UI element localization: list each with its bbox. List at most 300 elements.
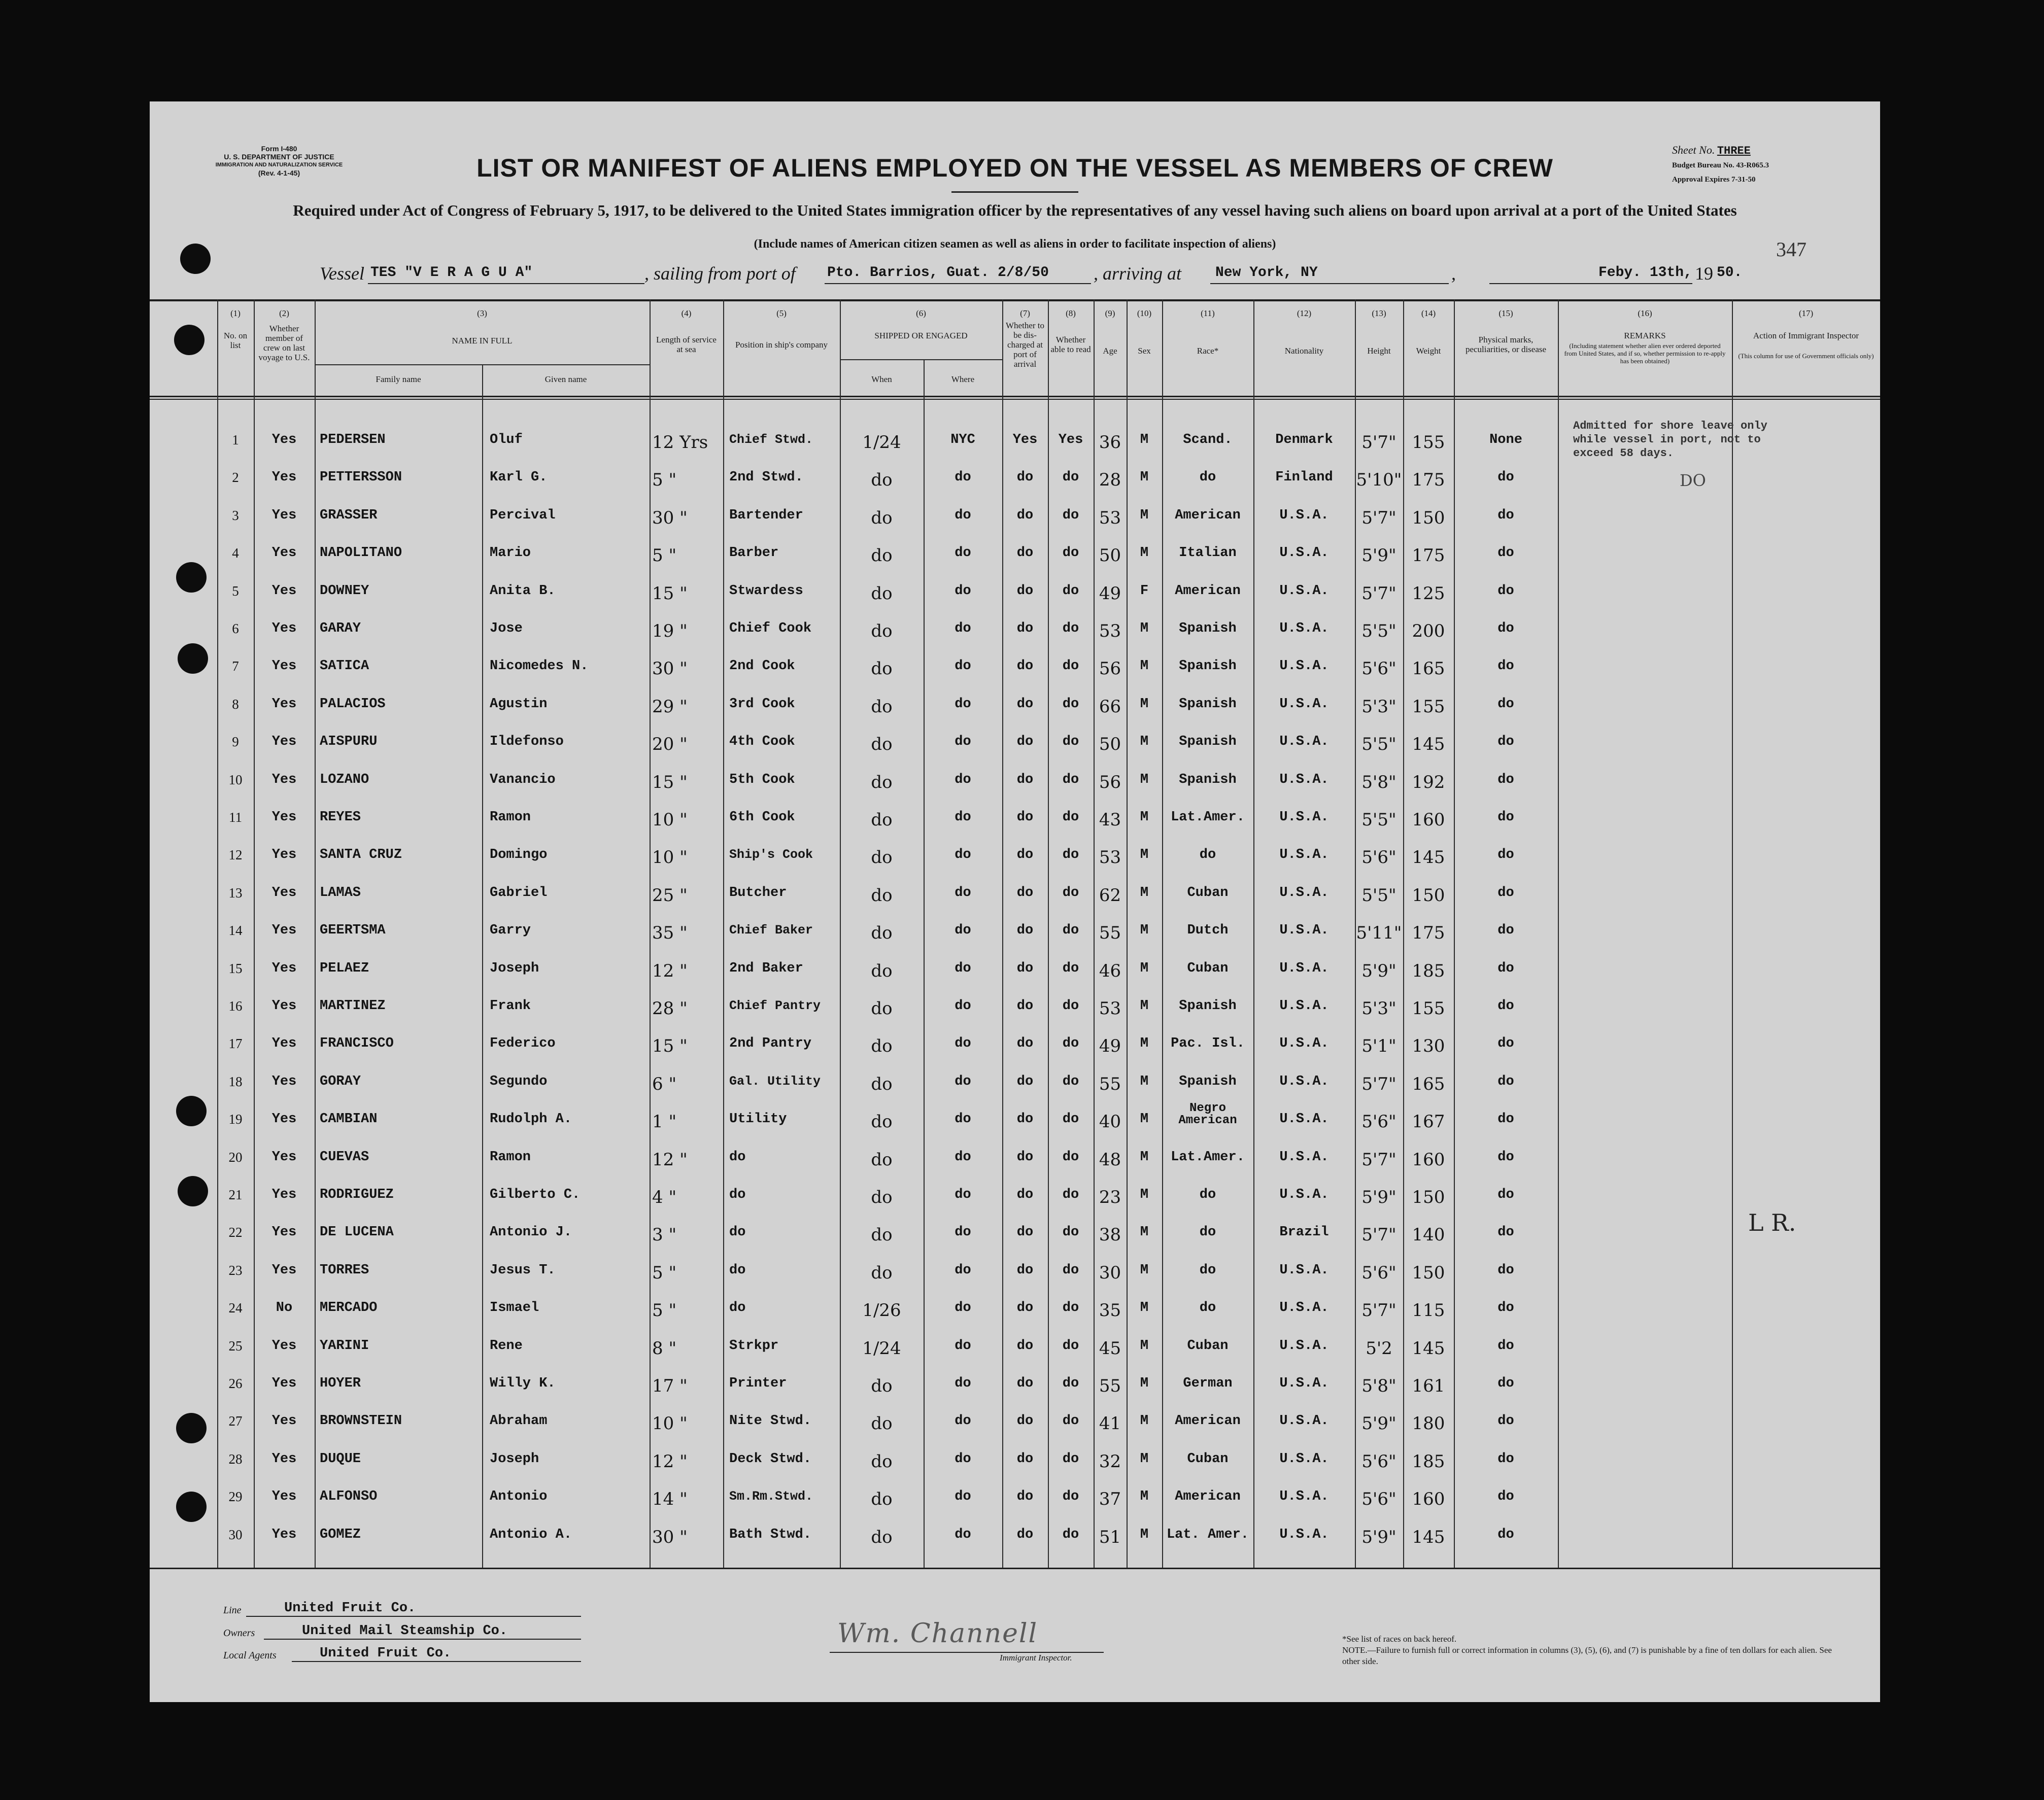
col-num: (13) [1372, 308, 1386, 318]
cell-disch: do [1016, 1489, 1034, 1505]
header-name-in-full: NAME IN FULL [452, 336, 513, 345]
cell-no: 2 [232, 470, 239, 486]
cell-family: YARINI [320, 1338, 369, 1354]
cell-height: 5'7" [1361, 1149, 1396, 1170]
cell-height: 5'10" [1356, 470, 1402, 491]
arriving-underline [1210, 283, 1449, 284]
cell-position: do [729, 1187, 746, 1202]
table-row [150, 874, 1880, 912]
cell-when: do [871, 1527, 893, 1547]
cell-voy: Yes [271, 810, 297, 825]
cell-disch: do [1016, 1074, 1034, 1089]
footer-notes [1342, 1634, 1850, 1667]
cell-family: SANTA CRUZ [320, 847, 402, 863]
table-row [150, 647, 1880, 685]
cell-when: do [871, 545, 893, 566]
cell-position: Nite Stwd. [729, 1413, 812, 1429]
table-row [150, 987, 1880, 1025]
cell-position: Chief Stwd. [729, 432, 813, 447]
cell-race: Spanish [1179, 696, 1237, 712]
vessel-line [320, 263, 1743, 285]
cell-nat: U.S.A. [1279, 734, 1329, 750]
cell-sex: M [1140, 998, 1149, 1014]
col-num: (6) [916, 308, 926, 318]
cell-read: Yes [1058, 432, 1083, 447]
revision: (Rev. 4-1-45) [258, 169, 300, 177]
cell-read: do [1062, 1074, 1079, 1089]
cell-read: do [1062, 583, 1079, 599]
cell-voy: Yes [271, 545, 297, 561]
header-no-on-list: No. on list [223, 331, 248, 350]
cell-position: 6th Cook [729, 810, 795, 825]
cell-where: do [955, 1338, 971, 1354]
cell-disch: do [1016, 923, 1034, 939]
cell-service: 14 " [652, 1489, 688, 1510]
cell-age: 36 [1099, 432, 1121, 453]
cell-disch: Yes [1012, 432, 1038, 447]
table-row [150, 610, 1880, 647]
cell-where: do [955, 772, 971, 787]
penalty-note: NOTE.—Failure to furnish full or correct information in columns (3), (5), (6), and (7) is punishable by a fine of ten dollars for each alien. See other side. [1342, 1645, 1832, 1666]
cell-given: Frank [490, 998, 531, 1014]
cell-phys: do [1497, 885, 1514, 901]
cell-when: do [871, 507, 893, 528]
cell-height: 5'11" [1356, 923, 1402, 944]
cell-service: 10 " [652, 847, 688, 868]
cell-given: Abraham [490, 1413, 548, 1429]
cell-read: do [1062, 696, 1079, 712]
cell-nat: U.S.A. [1279, 1489, 1329, 1505]
cell-where: do [955, 810, 971, 825]
cell-given: Ildefonso [490, 734, 564, 750]
cell-no: 18 [228, 1074, 243, 1089]
header-inner-rule [150, 399, 1880, 400]
header-action: Action of Immigrant Inspector [1753, 331, 1859, 340]
cell-when: do [871, 998, 893, 1019]
sailing-label: , sailing from port of [644, 263, 796, 284]
cell-where: do [955, 998, 971, 1014]
table-row [150, 1214, 1880, 1251]
cell-read: do [1062, 772, 1079, 787]
cell-when: do [871, 772, 893, 792]
cell-height: 5'6" [1361, 1451, 1396, 1472]
cell-position: 2nd Stwd. [729, 470, 803, 486]
cell-service: 5 " [652, 545, 677, 566]
cell-phys: do [1497, 1527, 1514, 1542]
cell-sex: M [1140, 923, 1149, 939]
cell-weight: 150 [1412, 885, 1445, 906]
cell-given: Garry [490, 923, 531, 939]
cell-weight: 145 [1412, 734, 1445, 755]
cell-phys: do [1497, 507, 1514, 523]
document-subnote: (Include names of American citizen seamen as well as aliens in order to facilitate inspection of aliens) [754, 237, 1276, 251]
cell-race: do [1199, 1187, 1216, 1202]
header-physical: Physical marks, peculiarities, or disease [1465, 335, 1547, 354]
punch-hole [180, 244, 211, 274]
cell-no: 9 [232, 734, 239, 750]
cell-sex: M [1140, 507, 1149, 523]
cell-when: do [871, 583, 893, 604]
cell-service: 5 " [652, 470, 677, 491]
agents-underline [292, 1661, 581, 1662]
cell-no: 22 [228, 1225, 243, 1240]
cell-no: 7 [232, 659, 239, 674]
cell-weight: 145 [1412, 847, 1445, 868]
cell-when: do [871, 885, 893, 906]
cell-disch: do [1016, 1225, 1034, 1240]
cell-voy: Yes [271, 1451, 297, 1467]
cell-given: Joseph [490, 1451, 539, 1467]
cell-where: do [955, 1527, 971, 1542]
cell-nat: U.S.A. [1279, 621, 1329, 636]
cell-phys: do [1497, 772, 1514, 787]
sheet-value: THREE [1717, 145, 1751, 157]
sailing-underline [825, 283, 1091, 284]
cell-height: 5'7" [1361, 1225, 1396, 1245]
cell-weight: 175 [1412, 923, 1445, 944]
cell-no: 30 [228, 1527, 243, 1542]
cell-disch: do [1016, 1413, 1034, 1429]
cell-given: Antonio J. [490, 1225, 572, 1240]
cell-family: PETTERSSON [320, 470, 402, 486]
cell-age: 66 [1099, 696, 1121, 717]
inspector-label: Immigrant Inspector. [1000, 1653, 1072, 1663]
cell-position: Deck Stwd. [729, 1451, 812, 1467]
cell-voy: Yes [271, 1413, 297, 1429]
cell-read: do [1062, 734, 1079, 750]
cell-race: do [1199, 1262, 1216, 1278]
cell-race: Cuban [1187, 960, 1229, 976]
cell-service: 3 " [652, 1225, 677, 1245]
cell-when: do [871, 1112, 893, 1132]
header-nationality: Nationality [1284, 346, 1324, 356]
cell-race: Cuban [1187, 1451, 1229, 1467]
cell-family: ALFONSO [320, 1489, 378, 1505]
cell-disch: do [1016, 621, 1034, 636]
budget-bureau: Budget Bureau No. 43-R065.3 [1672, 161, 1769, 169]
header-shipped: SHIPPED OR ENGAGED [874, 331, 968, 340]
cell-phys: do [1497, 1376, 1514, 1391]
cell-position: Sm.Rm.Stwd. [729, 1489, 813, 1504]
cell-race: Spanish [1179, 772, 1237, 787]
cell-when: do [871, 696, 893, 717]
cell-read: do [1062, 1300, 1079, 1316]
comma: , [1451, 263, 1456, 284]
header-given-name: Given name [544, 374, 587, 384]
cell-phys: do [1497, 621, 1514, 636]
cell-read: do [1062, 923, 1079, 939]
cell-weight: 155 [1412, 998, 1445, 1019]
cell-voy: Yes [271, 734, 297, 750]
cell-race: American [1175, 507, 1241, 523]
header-race: Race* [1197, 346, 1219, 356]
cell-when: 1/26 [862, 1300, 901, 1321]
cell-height: 5'6" [1361, 1112, 1396, 1132]
cell-voy: Yes [271, 923, 297, 939]
cell-height: 5'1" [1361, 1036, 1396, 1057]
cell-family: DOWNEY [320, 583, 369, 599]
col-num: (8) [1066, 308, 1076, 318]
cell-position: 4th Cook [729, 734, 795, 750]
cell-disch: do [1016, 1187, 1034, 1202]
cell-weight: 175 [1412, 470, 1445, 491]
cell-where: do [955, 734, 971, 750]
cell-nat: U.S.A. [1279, 847, 1329, 863]
header-remarks-note: (Including statement whether alien ever ordered deported from United States, and if so, whether permission to re-apply has been obtained) [1564, 342, 1726, 365]
cell-voy: No [276, 1300, 293, 1316]
cell-service: 20 " [652, 734, 688, 755]
cell-read: do [1062, 1376, 1079, 1391]
action-row-22: L R. [1748, 1209, 1796, 1236]
cell-given: Anita B. [490, 583, 556, 599]
cell-given: Nicomedes N. [490, 659, 589, 674]
col-num: (9) [1105, 308, 1115, 318]
cell-race: American [1175, 583, 1241, 599]
cell-family: FRANCISCO [320, 1036, 394, 1052]
cell-voy: Yes [271, 998, 297, 1014]
cell-nat: Brazil [1279, 1225, 1329, 1240]
cell-read: do [1062, 847, 1079, 863]
cell-where: do [955, 1074, 971, 1089]
cell-family: MARTINEZ [320, 998, 386, 1014]
cell-weight: 185 [1412, 1451, 1445, 1472]
date-underline [1489, 283, 1692, 284]
cell-phys: do [1497, 1262, 1514, 1278]
cell-where: do [955, 885, 971, 901]
cell-nat: U.S.A. [1279, 1112, 1329, 1127]
cell-when: do [871, 847, 893, 868]
cell-no: 14 [228, 923, 243, 939]
year-prefix: 19 [1695, 263, 1713, 284]
table-row [150, 685, 1880, 723]
cell-position: do [729, 1149, 746, 1165]
header-family-name: Family name [376, 374, 421, 384]
cell-service: 4 " [652, 1187, 677, 1207]
cell-race: Lat.Amer. [1171, 1149, 1245, 1165]
cell-voy: Yes [271, 1036, 297, 1052]
cell-phys: do [1497, 1187, 1514, 1202]
cell-where: do [955, 1300, 971, 1316]
cell-given: Ismael [490, 1300, 539, 1316]
cell-sex: M [1140, 1413, 1149, 1429]
cell-where: do [955, 1149, 971, 1165]
cell-weight: 140 [1412, 1225, 1445, 1245]
cell-no: 10 [228, 772, 243, 787]
cell-phys: do [1497, 923, 1514, 939]
cell-race: do [1199, 1300, 1216, 1316]
cell-read: do [1062, 1187, 1079, 1202]
cell-nat: U.S.A. [1279, 772, 1329, 787]
cell-no: 19 [228, 1112, 243, 1127]
cell-height: 5'6" [1361, 659, 1396, 679]
cell-disch: do [1016, 847, 1034, 863]
cell-sex: M [1140, 545, 1149, 561]
col-num: (17) [1798, 308, 1814, 318]
cell-when: do [871, 621, 893, 641]
cell-family: PEDERSEN [320, 432, 386, 447]
cell-phys: do [1497, 470, 1514, 486]
cell-when: do [871, 1074, 893, 1094]
cell-nat: U.S.A. [1279, 1338, 1329, 1354]
col-num: (4) [681, 308, 692, 318]
cell-height: 5'5" [1361, 885, 1396, 906]
col-num: (7) [1020, 308, 1030, 318]
cell-given: Rudolph A. [490, 1112, 572, 1127]
cell-nat: U.S.A. [1279, 659, 1329, 674]
cell-race: Spanish [1179, 998, 1237, 1014]
cell-voy: Yes [271, 1149, 297, 1165]
cell-age: 45 [1099, 1338, 1121, 1359]
cell-disch: do [1016, 1451, 1034, 1467]
table-row [150, 1440, 1880, 1478]
cell-height: 5'3" [1361, 998, 1396, 1019]
cell-phys: do [1497, 810, 1514, 825]
cell-sex: M [1140, 1489, 1149, 1505]
cell-position: Utility [729, 1112, 787, 1127]
cell-weight: 165 [1412, 659, 1445, 679]
vessel-name: TES "V E R A G U A" [370, 265, 533, 281]
cell-sex: M [1140, 810, 1149, 825]
cell-position: Stwardess [729, 583, 803, 599]
cell-nat: U.S.A. [1279, 1451, 1329, 1467]
cell-weight: 185 [1412, 960, 1445, 981]
cell-disch: do [1016, 734, 1034, 750]
department: U. S. DEPARTMENT OF JUSTICE [224, 153, 334, 161]
cell-disch: do [1016, 1262, 1034, 1278]
cell-family: GEERTSMA [320, 923, 386, 939]
title-rule [951, 191, 1078, 193]
cell-service: 10 " [652, 1413, 688, 1434]
cell-no: 5 [232, 583, 239, 599]
table-row [150, 1100, 1880, 1138]
cell-race: Spanish [1179, 1074, 1237, 1089]
cell-read: do [1062, 659, 1079, 674]
cell-nat: U.S.A. [1279, 507, 1329, 523]
cell-weight: 125 [1412, 583, 1445, 604]
cell-disch: do [1016, 885, 1034, 901]
cell-service: 12 Yrs [652, 432, 708, 453]
cell-disch: do [1016, 1149, 1034, 1165]
cell-sex: M [1140, 696, 1149, 712]
cell-given: Gilberto C. [490, 1187, 581, 1202]
cell-given: Gabriel [490, 885, 548, 901]
cell-race: do [1199, 470, 1216, 486]
header-sex: Sex [1138, 346, 1151, 356]
agents-label: Local Agents [223, 1650, 277, 1661]
punch-hole [174, 325, 205, 355]
line-label: Line [223, 1605, 242, 1616]
cell-position: Barber [729, 545, 779, 561]
owners-label: Owners [223, 1628, 255, 1639]
cell-where: do [955, 696, 971, 712]
cell-nat: U.S.A. [1279, 583, 1329, 599]
cell-position: 2nd Pantry [729, 1036, 812, 1052]
arrival-date: Feby. 13th, [1598, 265, 1692, 281]
cell-age: 55 [1099, 1074, 1121, 1094]
cell-service: 19 " [652, 621, 688, 641]
cell-weight: 150 [1412, 1187, 1445, 1207]
header-weight: Weight [1416, 346, 1441, 356]
cell-given: Antonio [490, 1489, 548, 1505]
cell-race: do [1199, 1225, 1216, 1240]
cell-where: do [955, 470, 971, 486]
cell-phys: do [1497, 847, 1514, 863]
cell-race: Pac. Isl. [1171, 1036, 1245, 1052]
cell-family: DE LUCENA [320, 1225, 394, 1240]
service: IMMIGRATION AND NATURALIZATION SERVICE [215, 162, 343, 168]
cell-where: do [955, 960, 971, 976]
col-num: (10) [1137, 308, 1152, 318]
cell-weight: 115 [1412, 1300, 1445, 1321]
cell-service: 30 " [652, 507, 688, 528]
cell-no: 12 [228, 847, 243, 863]
cell-service: 17 " [652, 1376, 688, 1396]
cell-read: do [1062, 1225, 1079, 1240]
cell-no: 16 [228, 998, 243, 1014]
cell-sex: M [1140, 1451, 1149, 1467]
cell-phys: do [1497, 1300, 1514, 1316]
cell-family: GORAY [320, 1074, 361, 1089]
cell-given: Jesus T. [490, 1262, 556, 1278]
cell-height: 5'6" [1361, 1489, 1396, 1510]
cell-sex: M [1140, 734, 1149, 750]
cell-when: do [871, 1451, 893, 1472]
cell-no: 29 [228, 1489, 243, 1505]
cell-when: 1/24 [862, 1338, 901, 1359]
col-num: (2) [279, 308, 289, 318]
crew-table [150, 299, 1880, 1568]
cell-disch: do [1016, 696, 1034, 712]
cell-read: do [1062, 1112, 1079, 1127]
cell-disch: do [1016, 810, 1034, 825]
cell-weight: 150 [1412, 1262, 1445, 1283]
cell-read: do [1062, 507, 1079, 523]
cell-height: 5'5" [1361, 621, 1396, 641]
header-position: Position in ship's company [735, 340, 828, 350]
cell-where: do [955, 923, 971, 939]
cell-position: Chief Baker [729, 923, 813, 938]
cell-age: 56 [1099, 659, 1121, 679]
cell-given: Percival [490, 507, 556, 523]
cell-no: 13 [228, 885, 243, 901]
cell-where: do [955, 1187, 971, 1202]
cell-disch: do [1016, 583, 1034, 599]
cell-given: Domingo [490, 847, 548, 863]
header-length-service: Length of service at sea [656, 335, 717, 354]
vessel-underline [368, 283, 644, 284]
cell-race: Lat. Amer. [1166, 1527, 1249, 1542]
cell-age: 50 [1099, 734, 1121, 755]
cell-voy: Yes [271, 1112, 297, 1127]
table-row [150, 497, 1880, 534]
table-row [150, 1176, 1880, 1214]
punch-hole [178, 1176, 208, 1206]
cell-race: Dutch [1187, 923, 1229, 939]
cell-voy: Yes [271, 583, 297, 599]
table-row [150, 723, 1880, 760]
cell-where: do [955, 1413, 971, 1429]
document-subtitle: Required under Act of Congress of February 5, 1917, to be delivered to the United States immigration officer by the representatives of any vessel having such aliens on board upon arrival at a port of the United States [293, 201, 1737, 219]
cell-age: 50 [1099, 545, 1121, 566]
cell-when: do [871, 810, 893, 830]
cell-read: do [1062, 545, 1079, 561]
cell-given: Ramon [490, 810, 531, 825]
cell-family: BROWNSTEIN [320, 1413, 402, 1429]
cell-nat: U.S.A. [1279, 998, 1329, 1014]
races-note: *See list of races on back hereof. [1342, 1634, 1457, 1644]
cell-weight: 160 [1412, 1149, 1445, 1170]
header-when: When [871, 374, 892, 384]
